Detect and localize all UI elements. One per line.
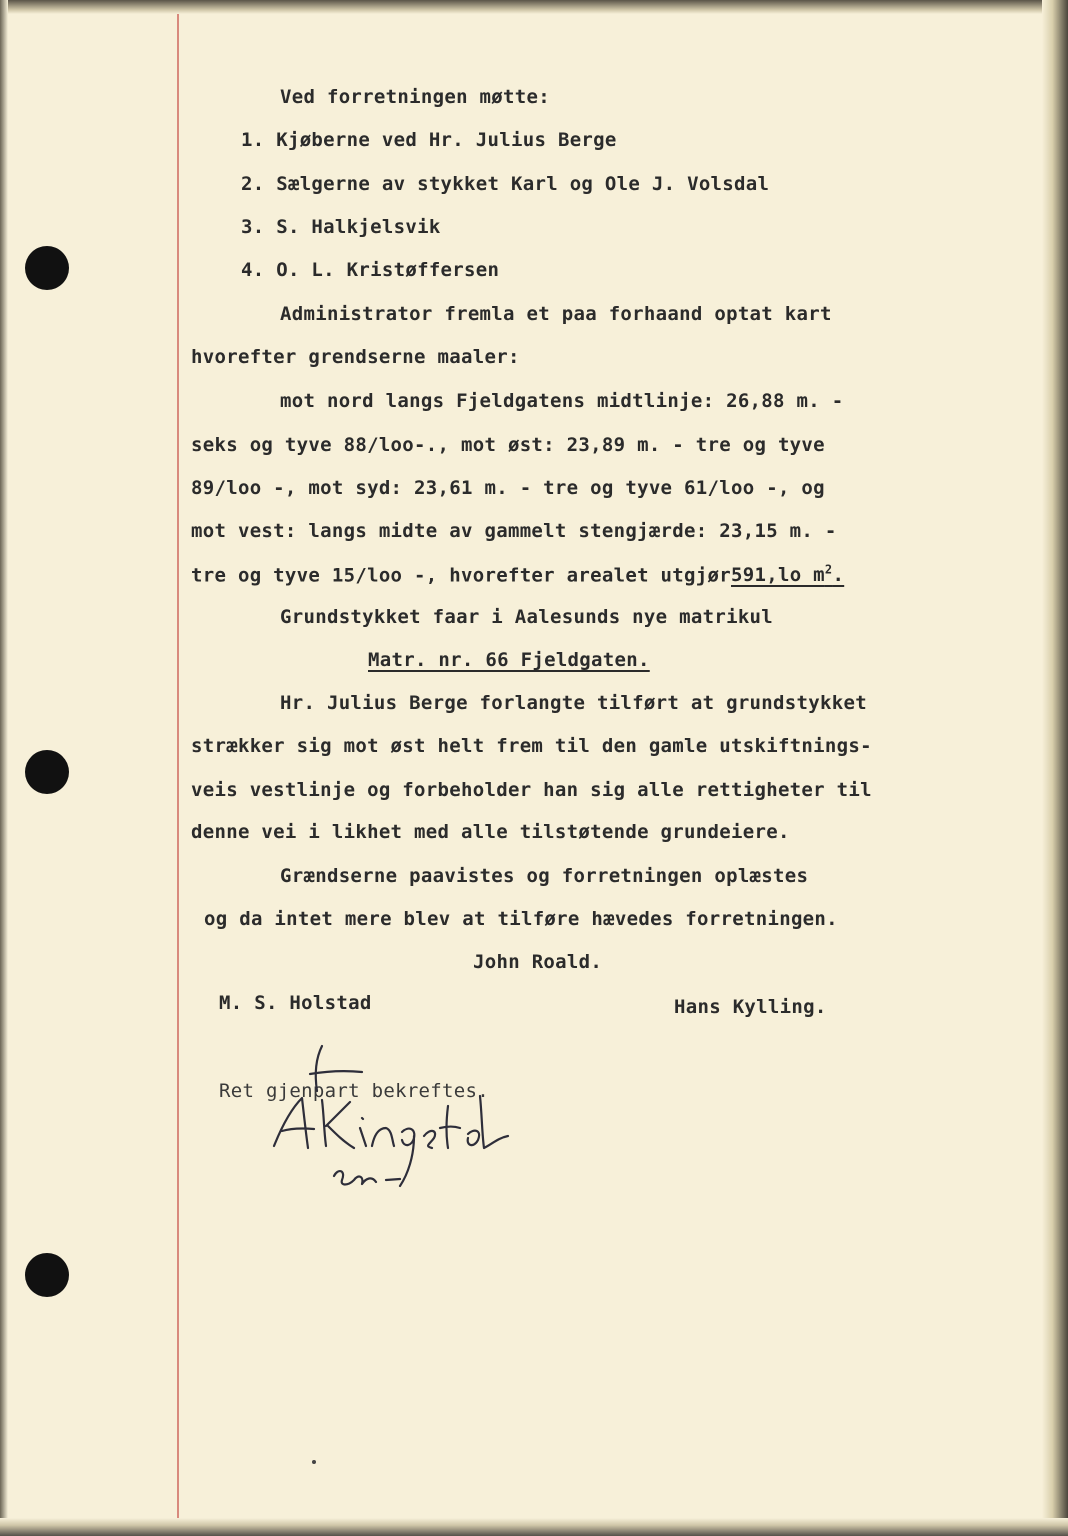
page-edge-bottom: [0, 1518, 1068, 1536]
text-line: hvorefter grendserne maaler:: [191, 346, 520, 368]
area-line: [191, 563, 844, 586]
signatory-name: John Roald.: [473, 951, 603, 973]
text-line: seks og tyve 88/loo-., mot øst: 23,89 m. - tre og tyve: [191, 434, 825, 456]
punch-hole-middle: [25, 750, 69, 794]
text-line: Ved forretningen møtte:: [280, 86, 550, 108]
area-text: tre og tyve 15/loo -, hvorefter arealet utgjør: [191, 564, 731, 587]
list-item: 4. O. L. Kristøffersen: [241, 259, 500, 281]
text-line: Grændserne paavistes og forretningen oplæstes: [280, 865, 809, 887]
list-item: 3. S. Halkjelsvik: [241, 216, 441, 238]
punch-hole-bottom: [25, 1253, 69, 1297]
area-number: 591,lo m: [731, 564, 825, 587]
text-line: Grundstykket faar i Aalesunds nye matrikul: [280, 606, 774, 628]
list-item: 1. Kjøberne ved Hr. Julius Berge: [241, 129, 617, 151]
punch-hole-top: [25, 246, 69, 290]
text-line: veis vestlinje og forbeholder han sig alle rettigheter til: [191, 779, 872, 801]
handwritten-signature: [262, 1036, 532, 1206]
text-line: mot nord langs Fjeldgatens midtlinje: 26,88 m. -: [280, 390, 844, 412]
list-item: 2. Sælgerne av stykket Karl og Ole J. Volsdal: [241, 173, 770, 195]
text-line: Administrator fremla et paa forhaand optat kart: [280, 303, 832, 325]
certification-text: Ret gjenpart bekreftes.: [219, 1080, 489, 1102]
page-edge-right: [1042, 0, 1068, 1536]
text-line: Hr. Julius Berge forlangte tilført at grundstykket: [280, 692, 867, 714]
page-edge-left: [0, 0, 8, 1536]
area-exponent: 2: [824, 563, 833, 577]
signatory-name: M. S. Holstad: [219, 992, 372, 1014]
page-edge-top: [0, 0, 1068, 14]
text-line: mot vest: langs midte av gammelt stengjærde: 23,15 m. -: [191, 520, 837, 542]
text-line: og da intet mere blev at tilføre hævedes forretningen.: [204, 908, 838, 930]
signatory-name: Hans Kylling.: [674, 996, 827, 1018]
margin-rule: [177, 14, 179, 1518]
text-line: 89/loo -, mot syd: 23,61 m. - tre og tyve 61/loo -, og: [191, 477, 825, 499]
area-value: [731, 564, 844, 586]
text-line: strækker sig mot øst helt frem til den gamle utskiftnings-: [191, 735, 872, 757]
area-period: .: [832, 564, 845, 587]
text-line: denne vei i likhet med alle tilstøtende grundeiere.: [191, 821, 790, 843]
matrikkel-heading: Matr. nr. 66 Fjeldgaten.: [368, 649, 650, 671]
ink-speck: [312, 1460, 316, 1464]
